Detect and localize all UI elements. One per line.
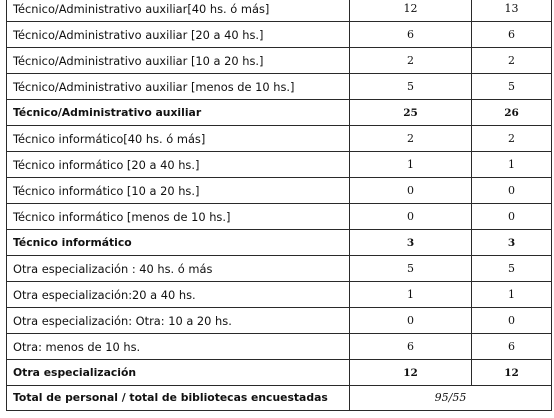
subtotal-row [7,360,552,386]
row-value-b: 1 [472,282,552,308]
row-value-b: 0 [472,178,552,204]
table-row [7,256,552,282]
row-label: Técnico/Administrativo auxiliar [menos de 10 hs.] [7,74,350,100]
row-value-b: 6 [472,22,552,48]
row-value-a: 0 [350,308,472,334]
row-value-a: 1 [350,282,472,308]
row-value-a: 12 [350,360,472,386]
row-value-a: 0 [350,178,472,204]
row-value-b: 2 [472,126,552,152]
total-row [7,386,552,411]
row-value-a: 2 [350,48,472,74]
row-value-a: 6 [350,334,472,360]
row-value-b: 12 [472,360,552,386]
row-label: Técnico informático [menos de 10 hs.] [7,204,350,230]
row-label: Técnico informático [20 a 40 hs.] [7,152,350,178]
table-row [7,282,552,308]
table-row [7,204,552,230]
staff-table-body [7,0,552,411]
row-value-a: 12 [350,0,472,22]
row-value-a: 25 [350,100,472,126]
subtotal-row [7,100,552,126]
table-row [7,334,552,360]
row-value-a: 2 [350,126,472,152]
row-value-b: 5 [472,74,552,100]
staff-table [6,0,552,411]
table-row [7,22,552,48]
row-value-a: 1 [350,152,472,178]
row-value-b: 0 [472,308,552,334]
row-label: Técnico informático[40 hs. ó más] [7,126,350,152]
row-value-b: 6 [472,334,552,360]
table-row [7,48,552,74]
row-label: Otra especialización:20 a 40 hs. [7,282,350,308]
row-label: Otra: menos de 10 hs. [7,334,350,360]
row-value-b: 26 [472,100,552,126]
table-row [7,152,552,178]
row-label: Otra especialización [7,360,350,386]
row-value-a: 0 [350,204,472,230]
row-label: Técnico/Administrativo auxiliar [7,100,350,126]
row-value-b: 13 [472,0,552,22]
row-value-a: 3 [350,230,472,256]
table-row [7,74,552,100]
row-value-b: 5 [472,256,552,282]
row-value-b: 0 [472,204,552,230]
row-label: Técnico/Administrativo auxiliar[40 hs. ó más] [7,0,350,22]
table-row [7,308,552,334]
row-value-a: 5 [350,74,472,100]
row-label: Técnico informático [10 a 20 hs.] [7,178,350,204]
row-value-b: 3 [472,230,552,256]
table-row [7,178,552,204]
table-row [7,0,552,22]
row-label: Técnico informático [7,230,350,256]
row-value-b: 2 [472,48,552,74]
row-value-a: 5 [350,256,472,282]
total-label: Total de personal / total de bibliotecas encuestadas [7,386,350,411]
row-value-b: 1 [472,152,552,178]
row-label: Técnico/Administrativo auxiliar [10 a 20 hs.] [7,48,350,74]
row-label: Técnico/Administrativo auxiliar [20 a 40 hs.] [7,22,350,48]
subtotal-row [7,230,552,256]
row-label: Otra especialización : 40 hs. ó más [7,256,350,282]
table-row [7,126,552,152]
row-label: Otra especialización: Otra: 10 a 20 hs. [7,308,350,334]
total-value: 95/55 [350,386,552,411]
row-value-a: 6 [350,22,472,48]
